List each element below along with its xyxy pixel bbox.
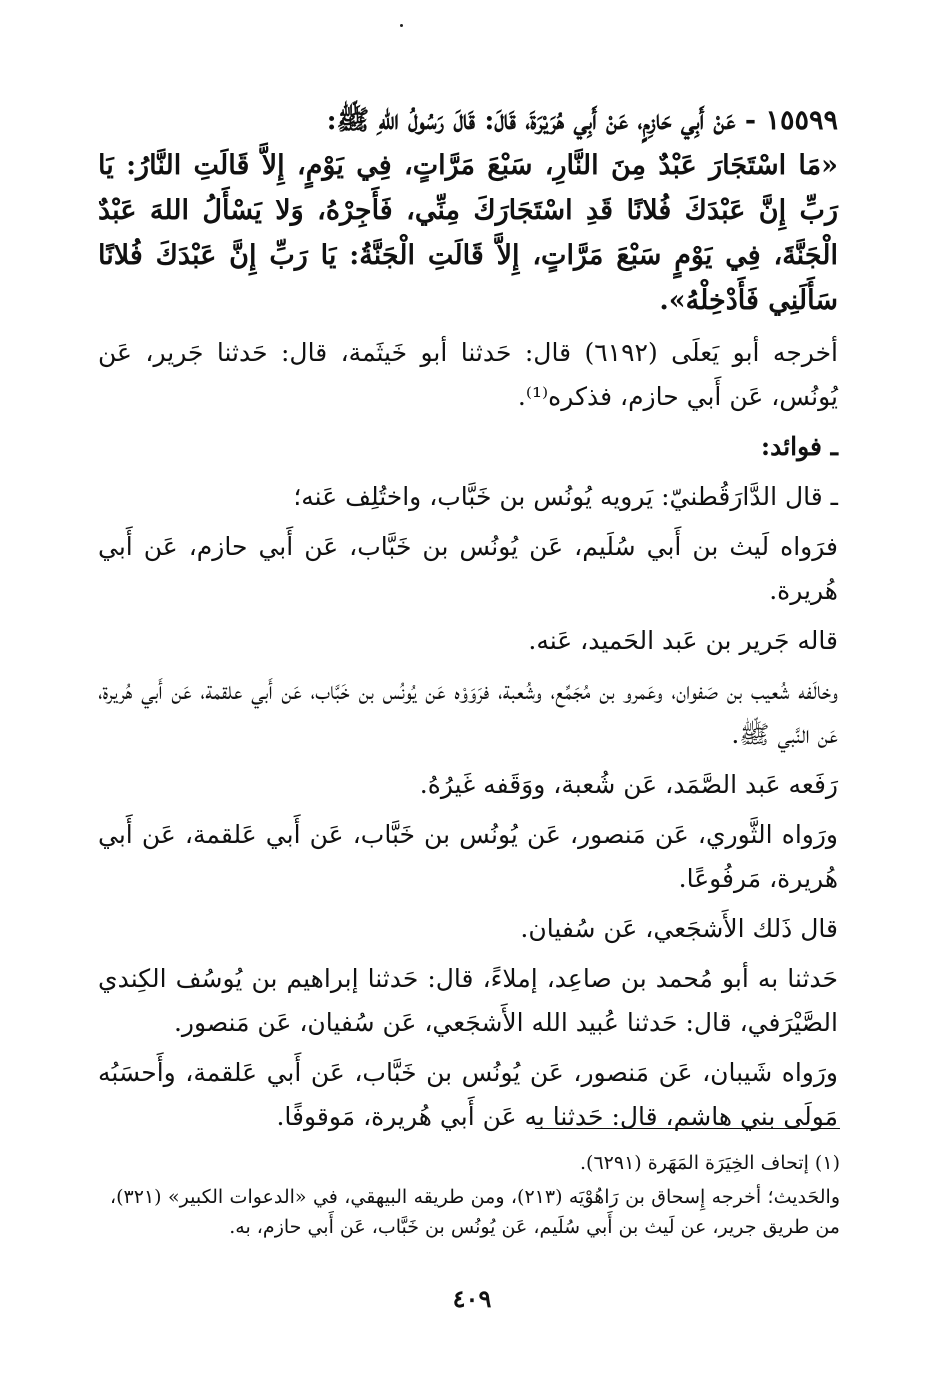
takhrij-paragraph: أخرجه أبو يَعلَى (٦١٩٢) قال: حَدثنا أبو خَيثَمة، قال: حَدثنا جَرير، عَن يُونُس، عَن أَبي حازم، فذكره⁽¹⁾. <box>98 338 838 411</box>
commentary-paragraph: ورَواه شَيبان، عَن مَنصور، عَن يُونُس بن خَبَّاب، عَن أَبي عَلقمة، وأَحسَبُه مَولَى بني هاشم، قال: حَدثنا به عَن أَبي هُريرة، مَوقوفًا. <box>98 1058 838 1131</box>
commentary-paragraph: قال ذَلك الأَشجَعي، عَن سُفيان. <box>520 914 838 943</box>
hadith-block <box>98 98 838 323</box>
footnotes <box>110 1148 840 1246</box>
hadith-text: «مَا اسْتَجَارَ عَبْدٌ مِنَ النَّارِ، سَبْعَ مَرَّاتٍ، فِي يَوْمٍ، إِلاَّ قَالَتِ النَّارُ: يَا رَبِّ إِنَّ عَبْدَكَ فُلانًا قَدِ اسْتَجَارَكَ مِنِّي، فَأَجِرْهُ، وَلا يَسْأَلُ اللهَ عَبْدٌ الْجَنَّةَ، فِي يَوْمٍ سَبْعَ مَرَّاتٍ، إِلاَّ قَالَتِ الْجَنَّةُ: يَا رَبِّ إِنَّ عَبْدَكَ فُلانًا سَأَلَنِي فَأَدْخِلْهُ». <box>98 150 838 316</box>
footnote-item: (١) إتحاف الخِيَرَة المَهَرة (٦٢٩١). <box>580 1152 840 1174</box>
commentary-paragraph: ورَواه الثَّوري، عَن مَنصور، عَن يُونُس بن خَبَّاب، عَن أَبي عَلقمة، عَن أَبي هُريرة، مَرفُوعًا. <box>98 820 838 893</box>
commentary-paragraph: ـ قال الدَّارَقُطنيّ: يَرويه يُونُس بن خَبَّاب، واختُلِف عَنه؛ <box>293 482 838 511</box>
hadith-heading: ١٥٥٩٩ - عَنْ أَبِي حَازِمٍ، عَنْ أَبِي هُرَيْرَةَ، قَالَ: قَالَ رَسُولُ اللهِ ﷺ: <box>326 105 838 136</box>
main-text <box>98 98 838 1145</box>
footnote-item: والحَديث؛ أخرجه إِسحاق بن رَاهُوْيَه (٢١٣)، ومن طريقه البيهقي، في «الدعوات الكبير» (٣٢١)، من طريق جرير، عن لَيث بن أَبي سُلَيم، عَن يُونُس بن خَبَّاب، عَن أَبي حازم، به. <box>110 1186 840 1238</box>
commentary-paragraph: فرَواه لَيث بن أَبي سُلَيم، عَن يُونُس بن خَبَّاب، عَن أَبي حازم، عَن أَبي هُريرة. <box>98 532 838 605</box>
page-mark <box>400 24 403 27</box>
commentary-paragraph: حَدثنا به أبو مُحمد بن صاعِد، إملاءً، قال: حَدثنا إبراهيم بن يُوسُف الكِندي الصَّيْرَفي، قال: حَدثنا عُبيد الله الأَشجَعي، عَن سُفيان، عَن مَنصور. <box>98 964 838 1037</box>
commentary-paragraph: رَفَعه عَبد الصَّمَد، عَن شُعبة، ووَقَفه غَيرُهُ. <box>419 770 838 799</box>
page-number: ٤٠٩ <box>452 1284 492 1313</box>
footnote-divider <box>535 1128 840 1129</box>
commentary-paragraph: وخالَفه شُعيب بن صَفوان، وعَمرو بن مُجَمِّع، وشُعبة، فرَوَوْه عَن يُونُس بن خَبَّاب، عَن أَبي علقمة، عَن أَبي هُريرة، عَن النَّبي ﷺ. <box>98 676 838 749</box>
section-heading-fawaid: ـ فوائد: <box>760 432 838 461</box>
commentary-paragraph: قاله جَرير بن عَبد الحَميد، عَنه. <box>528 626 838 655</box>
